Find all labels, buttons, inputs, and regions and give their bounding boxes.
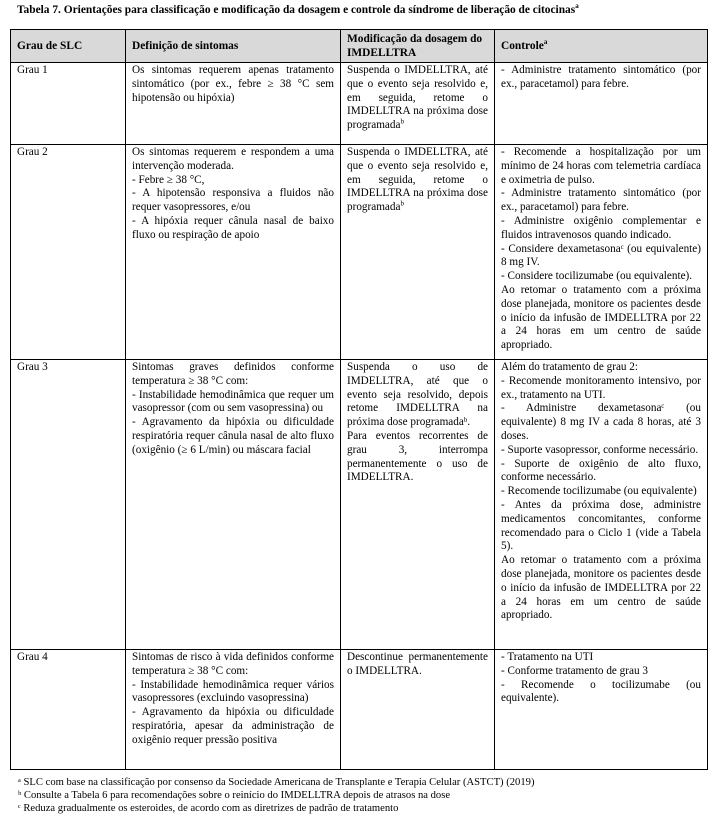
cell-symptoms	[126, 63, 341, 145]
header-symptoms	[126, 30, 341, 63]
grade-label: Grau 3	[17, 361, 48, 373]
dosage-text: Suspenda o IMDELLTRA, até que o evento seja resolvido e, em seguida, retome o IMDELLTRA na próxima dose programada	[347, 146, 488, 214]
dosage-footnote-marker: b	[400, 199, 404, 208]
header-grade	[11, 30, 126, 63]
cell-symptoms	[126, 650, 341, 770]
cell-grade	[11, 145, 126, 360]
cell-symptoms	[126, 360, 341, 650]
footnote-b: ᵇ Consulte a Tabela 6 para recomendações sobre o reinício do IMDELLTRA depois de atrasos na dose	[18, 790, 451, 801]
cell-dosage	[341, 145, 495, 360]
header-grade-label: Grau de SLC	[17, 40, 83, 52]
table-row-grade-1	[11, 63, 708, 145]
table-row-grade-3	[11, 360, 708, 650]
control-text: - Recomende a hospitalização por um mínimo de 24 horas com telemetria cardíaca e oximetria de pulso. - Administre tratamento sintomático (por ex., paracetamol) para febre. - Administre oxigênio complementar e fluidos intravenosos quando indicado. - Considere dexametasonaᶜ (ou equivalente) 8 mg IV. - Considere tocilizumabe (ou equivalente). Ao retomar o tratamento com a próxima dose planejada, monitore os pacientes desde o início da infusão de IMDELLTRA por 22 a 24 horas em um centro de saúde apropriado.	[501, 146, 701, 352]
table-title	[17, 3, 707, 17]
cell-control	[495, 63, 708, 145]
grade-label: Grau 2	[17, 146, 48, 158]
header-control	[495, 30, 708, 63]
header-dosage	[341, 30, 495, 63]
dosage-text: Descontinue permanentemente o IMDELLTRA.	[347, 651, 488, 677]
grade-label: Grau 1	[17, 64, 48, 76]
table-title-text: Tabela 7. Orientações para classificação e modificação da dosagem e controle da síndrome de liberação de citocinas	[17, 4, 576, 16]
header-symptoms-label: Definição de sintomas	[132, 40, 239, 52]
dosage-text: Suspenda o uso de IMDELLTRA, até que o evento seja resolvido, depois retome IMDELLTRA na próxima dose programadaᵇ. Para eventos recorrentes de grau 3, interrompa permanentemente o uso de IMDELLTRA.	[347, 361, 488, 484]
symptoms-text: Os sintomas requerem apenas tratamento sintomático (por ex., febre ≥ 38 °C sem hipotensão ou hipóxia)	[132, 64, 334, 104]
cell-grade	[11, 63, 126, 145]
footnote-a: ᵃ SLC com base na classificação por consenso da Sociedade Americana de Transplante e Terapia Celular (ASTCT) (2019)	[18, 777, 535, 788]
cell-symptoms	[126, 145, 341, 360]
crs-management-table	[10, 29, 708, 770]
table-title-footnote-marker: a	[575, 2, 579, 11]
grade-label: Grau 4	[17, 651, 48, 663]
cell-dosage	[341, 63, 495, 145]
table-row-grade-2	[11, 145, 708, 360]
cell-control	[495, 145, 708, 360]
footnote-c: ᶜ Reduza gradualmente os esteroides, de acordo com as diretrizes de padrão de tratamento	[18, 803, 399, 814]
control-text: - Administre tratamento sintomático (por ex., paracetamol) para febre.	[501, 64, 701, 90]
dosage-text-wrap	[347, 64, 488, 133]
control-text: - Tratamento na UTI - Conforme tratamento de grau 3 - Recomende o tocilizumabe (ou equivalente).	[501, 651, 701, 705]
cell-control	[495, 360, 708, 650]
header-dosage-label: Modificação da dosagem do IMDELLTRA	[347, 33, 483, 59]
symptoms-text: Sintomas graves definidos conforme temperatura ≥ 38 °C com: - Instabilidade hemodinâmica que requer um vasopressor (com ou sem vasopressina) ou - Agravamento da hipóxia ou dificuldade respiratória requer cânula nasal de alto fluxo (oxigênio (≥ 6 L/min) ou máscara facial	[132, 361, 334, 456]
symptoms-text: Os sintomas requerem e respondem a uma intervenção moderada. - Febre ≥ 38 °C, - A hipotensão responsiva a fluidos não requer vasopressores, e/ou - A hipóxia requer cânula nasal de baixo fluxo ou respiração de apoio	[132, 146, 334, 241]
dosage-footnote-marker: b	[400, 117, 404, 126]
symptoms-text: Sintomas de risco à vida definidos conforme temperatura ≥ 38 °C com: - Instabilidade hemodinâmica requer vários vasopressores (excluindo vasopressina) - Agravamento da hipóxia ou dificuldade respiratória, apesar da administração de oxigênio requer pressão positiva	[132, 651, 334, 746]
header-control-footnote-marker: a	[543, 38, 548, 47]
header-control-label: Controle	[501, 40, 544, 52]
control-text: Além do tratamento de grau 2: - Recomende monitoramento intensivo, por ex., tratamento na UTI. - Administre dexametasonaᶜ (ou equivalente) 8 mg IV a cada 8 horas, até 3 doses. - Suporte vasopressor, conforme necessário. - Suporte de oxigênio de alto fluxo, conforme necessário. - Recomende tocilizumabe (ou equivalente) - Antes da próxima dose, administre medicamentos concomitantes, conforme recomendado para o Ciclo 1 (vide a Tabela 5). Ao retomar o tratamento com a próxima dose planejada, monitore os pacientes desde o início da infusão de IMDELLTRA por 22 a 24 horas em um centro de saúde apropriado.	[501, 361, 701, 622]
cell-grade	[11, 650, 126, 770]
cell-grade	[11, 360, 126, 650]
cell-dosage	[341, 650, 495, 770]
table-row-grade-4	[11, 650, 708, 770]
dosage-text: Suspenda o IMDELLTRA, até que o evento seja resolvido e, em seguida, retome o IMDELLTRA na próxima dose programada	[347, 64, 488, 132]
cell-dosage	[341, 360, 495, 650]
cell-control	[495, 650, 708, 770]
footnotes	[18, 776, 708, 815]
dosage-text-wrap	[347, 146, 488, 215]
table-header-row	[11, 30, 708, 63]
